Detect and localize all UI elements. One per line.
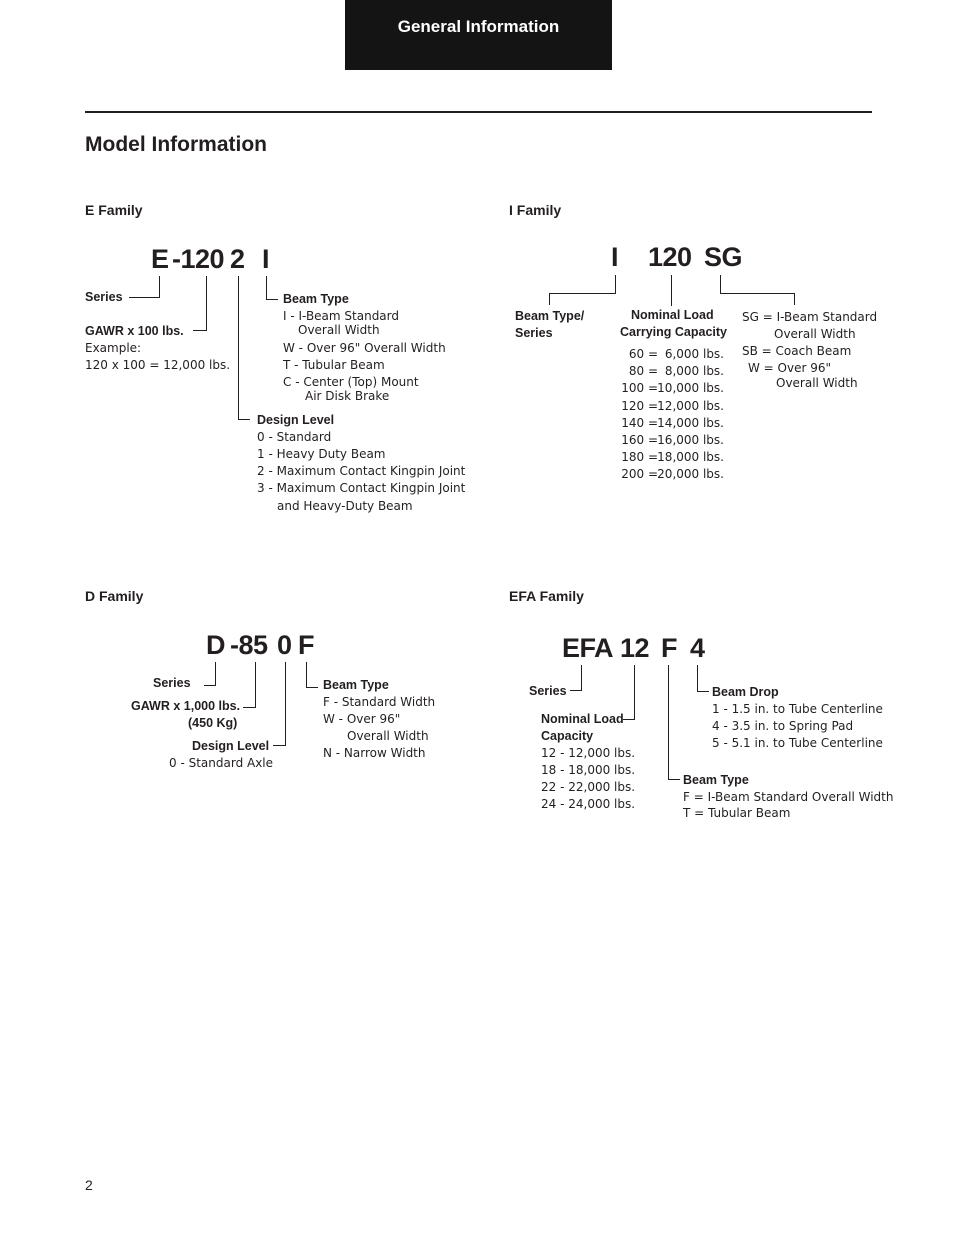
i-code-series: I xyxy=(611,242,619,272)
d-series-label: Series xyxy=(153,676,191,690)
i-load-code: 80 = xyxy=(628,364,658,379)
section-header-label: General Information xyxy=(397,17,560,36)
e-design-level-item: 1 - Heavy Duty Beam xyxy=(257,447,386,461)
i-beam-type-item: SB = Coach Beam xyxy=(742,344,852,358)
i-load-value: 6,000 lbs. xyxy=(664,347,724,361)
i-load-code: 180 = xyxy=(621,450,658,465)
efa-code-load: 12 xyxy=(620,633,650,663)
efa-beam-drop-item: 1 - 1.5 in. to Tube Centerline xyxy=(712,702,883,716)
efa-beam-drop-item: 5 - 5.1 in. to Tube Centerline xyxy=(712,736,883,750)
d-beam-type-item: W - Over 96" xyxy=(323,712,401,726)
d-beam-type-item: N - Narrow Width xyxy=(323,746,426,760)
efa-drop-connector xyxy=(697,691,709,692)
i-load-code: 100 = xyxy=(621,381,658,396)
e-design-level-item: 3 - Maximum Contact Kingpin Joint xyxy=(257,481,466,495)
e-beam-type-item: Overall Width xyxy=(298,323,380,337)
d-beam-type-item: Overall Width xyxy=(347,729,429,743)
d-design-level-value: 0 - Standard Axle xyxy=(169,756,274,770)
i-family-title: I Family xyxy=(509,202,562,218)
d-design-level-label: Design Level xyxy=(192,739,270,753)
d-series-connector xyxy=(204,685,216,686)
efa-series-connector xyxy=(570,690,582,691)
d-code-beam: F xyxy=(298,630,314,660)
efa-beam-connector xyxy=(668,665,669,780)
efa-load-item: 24 - 24,000 lbs. xyxy=(541,797,636,811)
e-series-label: Series xyxy=(85,290,123,304)
e-beam-connector xyxy=(266,276,267,300)
d-code-gawr: -85 xyxy=(230,630,268,660)
d-gawr-label: GAWR x 1,000 lbs. xyxy=(131,699,241,713)
i-series-connector xyxy=(549,293,616,294)
efa-load-label: Nominal Load xyxy=(541,712,624,726)
i-load-value: 8,000 lbs. xyxy=(664,364,724,379)
efa-drop-connector xyxy=(697,665,698,692)
i-load-value: 20,000 lbs. xyxy=(657,467,724,482)
i-load-label: Carrying Capacity xyxy=(620,325,727,339)
e-beam-type-item: T - Tubular Beam xyxy=(283,358,385,372)
d-gawr-label: (450 Kg) xyxy=(188,716,238,730)
d-design-connector xyxy=(273,745,286,746)
e-beam-type-item: W - Over 96" Overall Width xyxy=(283,341,446,355)
i-beam-connector xyxy=(720,275,721,294)
e-design-level-item: 2 - Maximum Contact Kingpin Joint xyxy=(257,464,466,478)
i-series-connector xyxy=(549,293,550,305)
d-code-design: 0 xyxy=(277,630,292,660)
page-title: Model Information xyxy=(85,133,267,156)
i-code-beam: SG xyxy=(704,242,743,272)
i-load-code: 200 = xyxy=(621,467,658,482)
d-beam-type-label: Beam Type xyxy=(323,678,389,692)
d-code-series: D xyxy=(206,630,225,660)
d-family-title: D Family xyxy=(85,588,144,604)
i-load-code: 140 = xyxy=(621,415,658,430)
d-gawr-connector xyxy=(243,707,256,708)
e-code-series: E xyxy=(151,244,169,274)
e-beam-connector xyxy=(266,299,278,300)
efa-load-item: 18 - 18,000 lbs. xyxy=(541,763,636,777)
e-design-connector xyxy=(238,276,239,420)
d-beam-connector xyxy=(306,687,318,688)
efa-series-label: Series xyxy=(529,684,567,698)
e-code-beam: I xyxy=(262,244,270,274)
efa-beam-type-item: T = Tubular Beam xyxy=(683,806,791,820)
page-number: 2 xyxy=(85,1177,93,1193)
i-beam-type-item: W = Over 96" xyxy=(748,361,832,375)
i-load-value: 12,000 lbs. xyxy=(657,398,724,413)
d-gawr-connector xyxy=(255,662,256,708)
efa-load-label: Capacity xyxy=(541,729,594,743)
i-beam-type-item: SG = I-Beam Standard xyxy=(742,310,878,324)
i-load-code: 160 = xyxy=(621,433,658,447)
e-gawr-connector xyxy=(206,276,207,331)
i-load-connector xyxy=(671,275,672,306)
efa-code-beam: F xyxy=(661,633,677,663)
i-load-value: 14,000 lbs. xyxy=(657,415,724,430)
e-design-level-item: and Heavy-Duty Beam xyxy=(277,499,413,513)
e-family-title: E Family xyxy=(85,202,143,218)
efa-load-item: 12 - 12,000 lbs. xyxy=(541,746,636,760)
i-load-label: Nominal Load xyxy=(631,308,714,322)
efa-series-connector xyxy=(581,665,582,691)
header-rule xyxy=(85,111,872,113)
d-beam-type-item: F - Standard Width xyxy=(323,695,436,709)
e-design-level-item: 0 - Standard xyxy=(257,430,332,444)
i-load-code: 120 = xyxy=(621,398,658,413)
efa-code-drop: 4 xyxy=(690,633,705,663)
i-series-connector xyxy=(615,275,616,294)
d-series-connector xyxy=(215,662,216,686)
i-beam-connector xyxy=(794,293,795,305)
i-beam-type-item: Overall Width xyxy=(774,327,856,341)
efa-code-series: EFA xyxy=(562,633,614,663)
efa-beam-connector xyxy=(668,779,680,780)
d-design-connector xyxy=(285,662,286,746)
e-beam-type-item: I - I-Beam Standard xyxy=(283,309,400,323)
efa-beam-type-item: F = I-Beam Standard Overall Width xyxy=(683,790,894,804)
e-code-gawr: -120 xyxy=(172,244,225,274)
section-header-tab xyxy=(345,0,612,70)
e-beam-type-item: C - Center (Top) Mount xyxy=(283,375,419,389)
efa-beam-drop-item: 4 - 3.5 in. to Spring Pad xyxy=(712,719,854,733)
i-load-value: 16,000 lbs. xyxy=(657,433,724,447)
e-gawr-connector xyxy=(193,330,207,331)
e-design-connector xyxy=(238,419,250,420)
e-gawr-example: 120 x 100 = 12,000 lbs. xyxy=(85,358,231,372)
e-design-level-label: Design Level xyxy=(257,413,335,427)
e-code-design: 2 xyxy=(230,244,245,274)
d-beam-connector xyxy=(306,662,307,688)
efa-load-connector xyxy=(634,665,635,720)
i-beam-type-item: Overall Width xyxy=(776,376,858,390)
i-load-value: 18,000 lbs. xyxy=(657,450,724,465)
e-gawr-label: GAWR x 100 lbs. xyxy=(85,324,184,338)
i-beam-connector xyxy=(720,293,795,294)
i-beam-series-label: Series xyxy=(515,326,553,340)
efa-load-connector xyxy=(623,719,635,720)
i-code-load: 120 xyxy=(648,242,692,272)
efa-load-item: 22 - 22,000 lbs. xyxy=(541,780,636,794)
e-gawr-example: Example: xyxy=(85,341,142,355)
i-beam-series-label: Beam Type/ xyxy=(515,309,585,323)
e-beam-type-label: Beam Type xyxy=(283,292,349,306)
e-series-connector xyxy=(129,297,160,298)
efa-beam-drop-label: Beam Drop xyxy=(712,685,779,699)
e-beam-type-item: Air Disk Brake xyxy=(305,389,390,403)
i-load-code: 60 = xyxy=(628,347,658,361)
e-series-connector xyxy=(159,276,160,298)
efa-family-title: EFA Family xyxy=(509,588,584,604)
efa-beam-type-label: Beam Type xyxy=(683,773,749,787)
i-load-value: 10,000 lbs. xyxy=(657,381,724,396)
